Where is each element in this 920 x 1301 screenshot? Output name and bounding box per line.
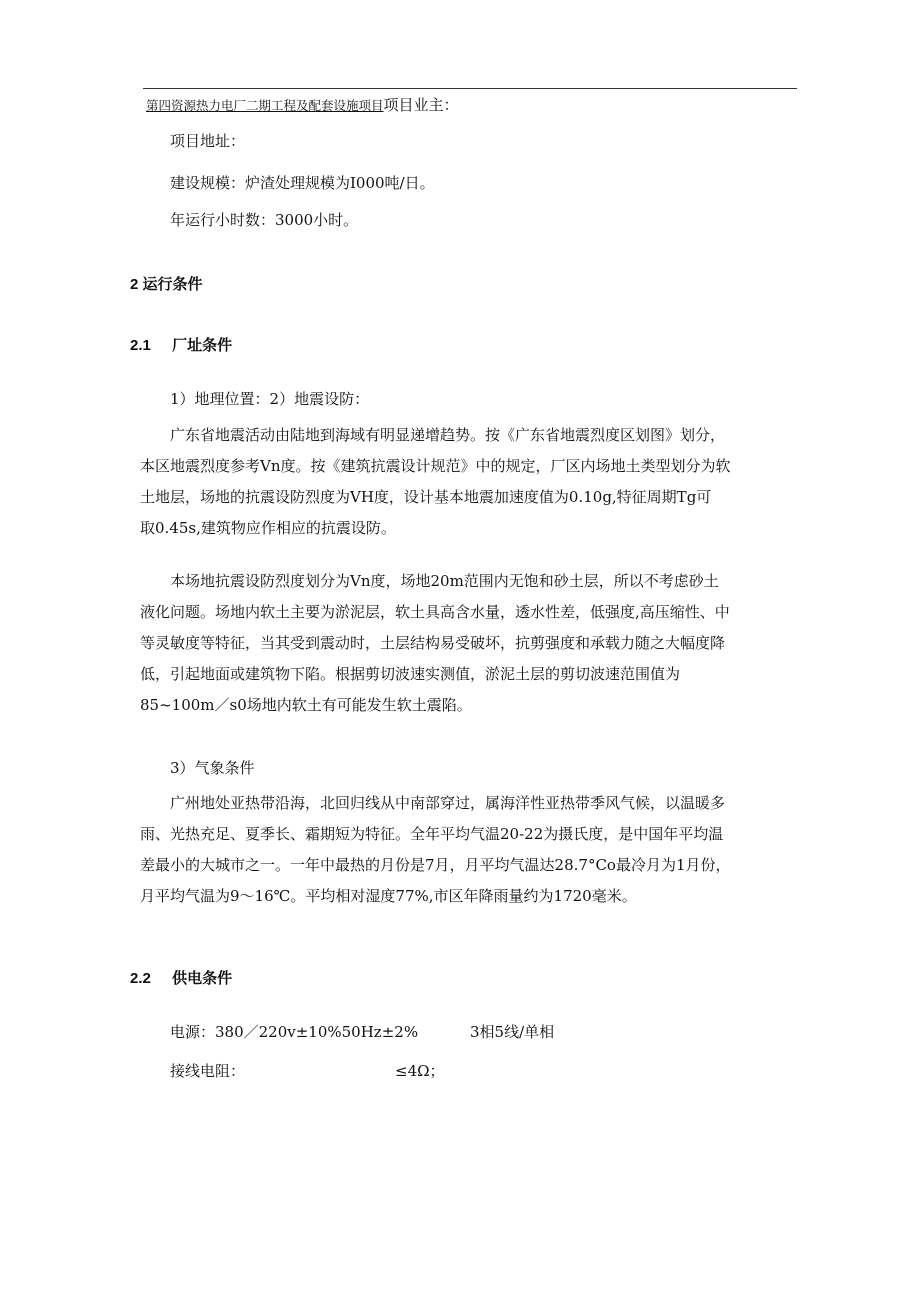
ground-resistance-label: 接线电阻：: [170, 1062, 246, 1080]
climate-paragraph: [140, 788, 800, 912]
paragraph-line: 液化问题。场地内软土主要为淤泥层，软土具高含水量，透水性差，低强度,高压缩性、中: [140, 603, 730, 621]
header-rule: [143, 88, 797, 89]
section-2-2-heading: [130, 967, 232, 988]
paragraph-line: 85~100m／s0场地内软土有可能发生软土震陷。: [140, 696, 472, 714]
power-supply-value: 3相5线/单相: [470, 1023, 555, 1041]
paragraph-line: 广东省地震活动由陆地到海域有明显递增趋势。按《广东省地震烈度区划图》划分，: [170, 426, 726, 444]
section-2-1-title: 厂址条件: [172, 337, 233, 354]
section-2-1-number: 2.1: [130, 337, 151, 354]
section-2-2-title: 供电条件: [172, 970, 233, 987]
paragraph-line: 差最小的大城市之一。一年中最热的月份是7月，月平均气温达28.7°Co最冷月为1月份，: [140, 856, 731, 874]
section-2-2-number: 2.2: [130, 970, 151, 987]
section-2-number: 2: [130, 276, 139, 293]
paragraph-line: 本区地震烈度参考Vn度。按《建筑抗震设计规范》中的规定，厂区内场地土类型划分为软: [140, 457, 731, 475]
power-supply-label: 电源：380／220v±10%50Hz±2%: [170, 1023, 419, 1041]
ground-resistance-value: ≤4Ω；: [395, 1062, 445, 1080]
paragraph-line: 月平均气温为9～16℃。平均相对湿度77%,市区年降雨量约为1720毫米。: [140, 887, 637, 905]
meteorology-item: 3）气象条件: [170, 759, 255, 777]
paragraph-line: 广州地处亚热带沿海，北回归线从中南部穿过，属海洋性亚热带季风气候，以温暖多: [170, 794, 726, 812]
paragraph-line: 土地层，场地的抗震设防烈度为VH度，设计基本地震加速度值为0.10g,特征周期Tg可: [140, 488, 712, 506]
paragraph-line: 低，引起地面或建筑物下陷。根据剪切波速实测值，淤泥土层的剪切波速范围值为: [140, 665, 681, 683]
running-header: [146, 95, 459, 116]
paragraph-line: 取0.45s,建筑物应作相应的抗震设防。: [140, 519, 396, 537]
seismic-paragraph-1: [140, 420, 800, 544]
section-2-title: 运行条件: [142, 276, 203, 293]
paragraph-line: 等灵敏度等特征，当其受到震动时，土层结构易受破坏，抗剪强度和承载力随之大幅度降: [140, 634, 726, 652]
paragraph-line: 本场地抗震设防烈度划分为Vn度，场地20m范围内无饱和砂土层，所以不考虑砂土: [170, 572, 719, 590]
seismic-paragraph-2: [140, 566, 800, 721]
construction-scale: 建设规模：炉渣处理规模为I000吨/日。: [170, 174, 435, 192]
section-2-1-heading: [130, 334, 232, 355]
section-2-heading: [130, 273, 203, 294]
location-seismic-item: 1）地理位置：2）地震设防：: [170, 390, 370, 408]
annual-hours: 年运行小时数：3000小时。: [170, 211, 359, 229]
project-address: 项目地址：: [170, 132, 246, 150]
paragraph-line: 雨、光热充足、夏季长、霜期短为特征。全年平均气温20-22为摄氏度，是中国年平均温: [140, 825, 724, 843]
header-project-name: 第四资源热力电厂二期工程及配套设施项目: [146, 98, 384, 113]
header-owner-label: 项目业主：: [383, 96, 459, 114]
